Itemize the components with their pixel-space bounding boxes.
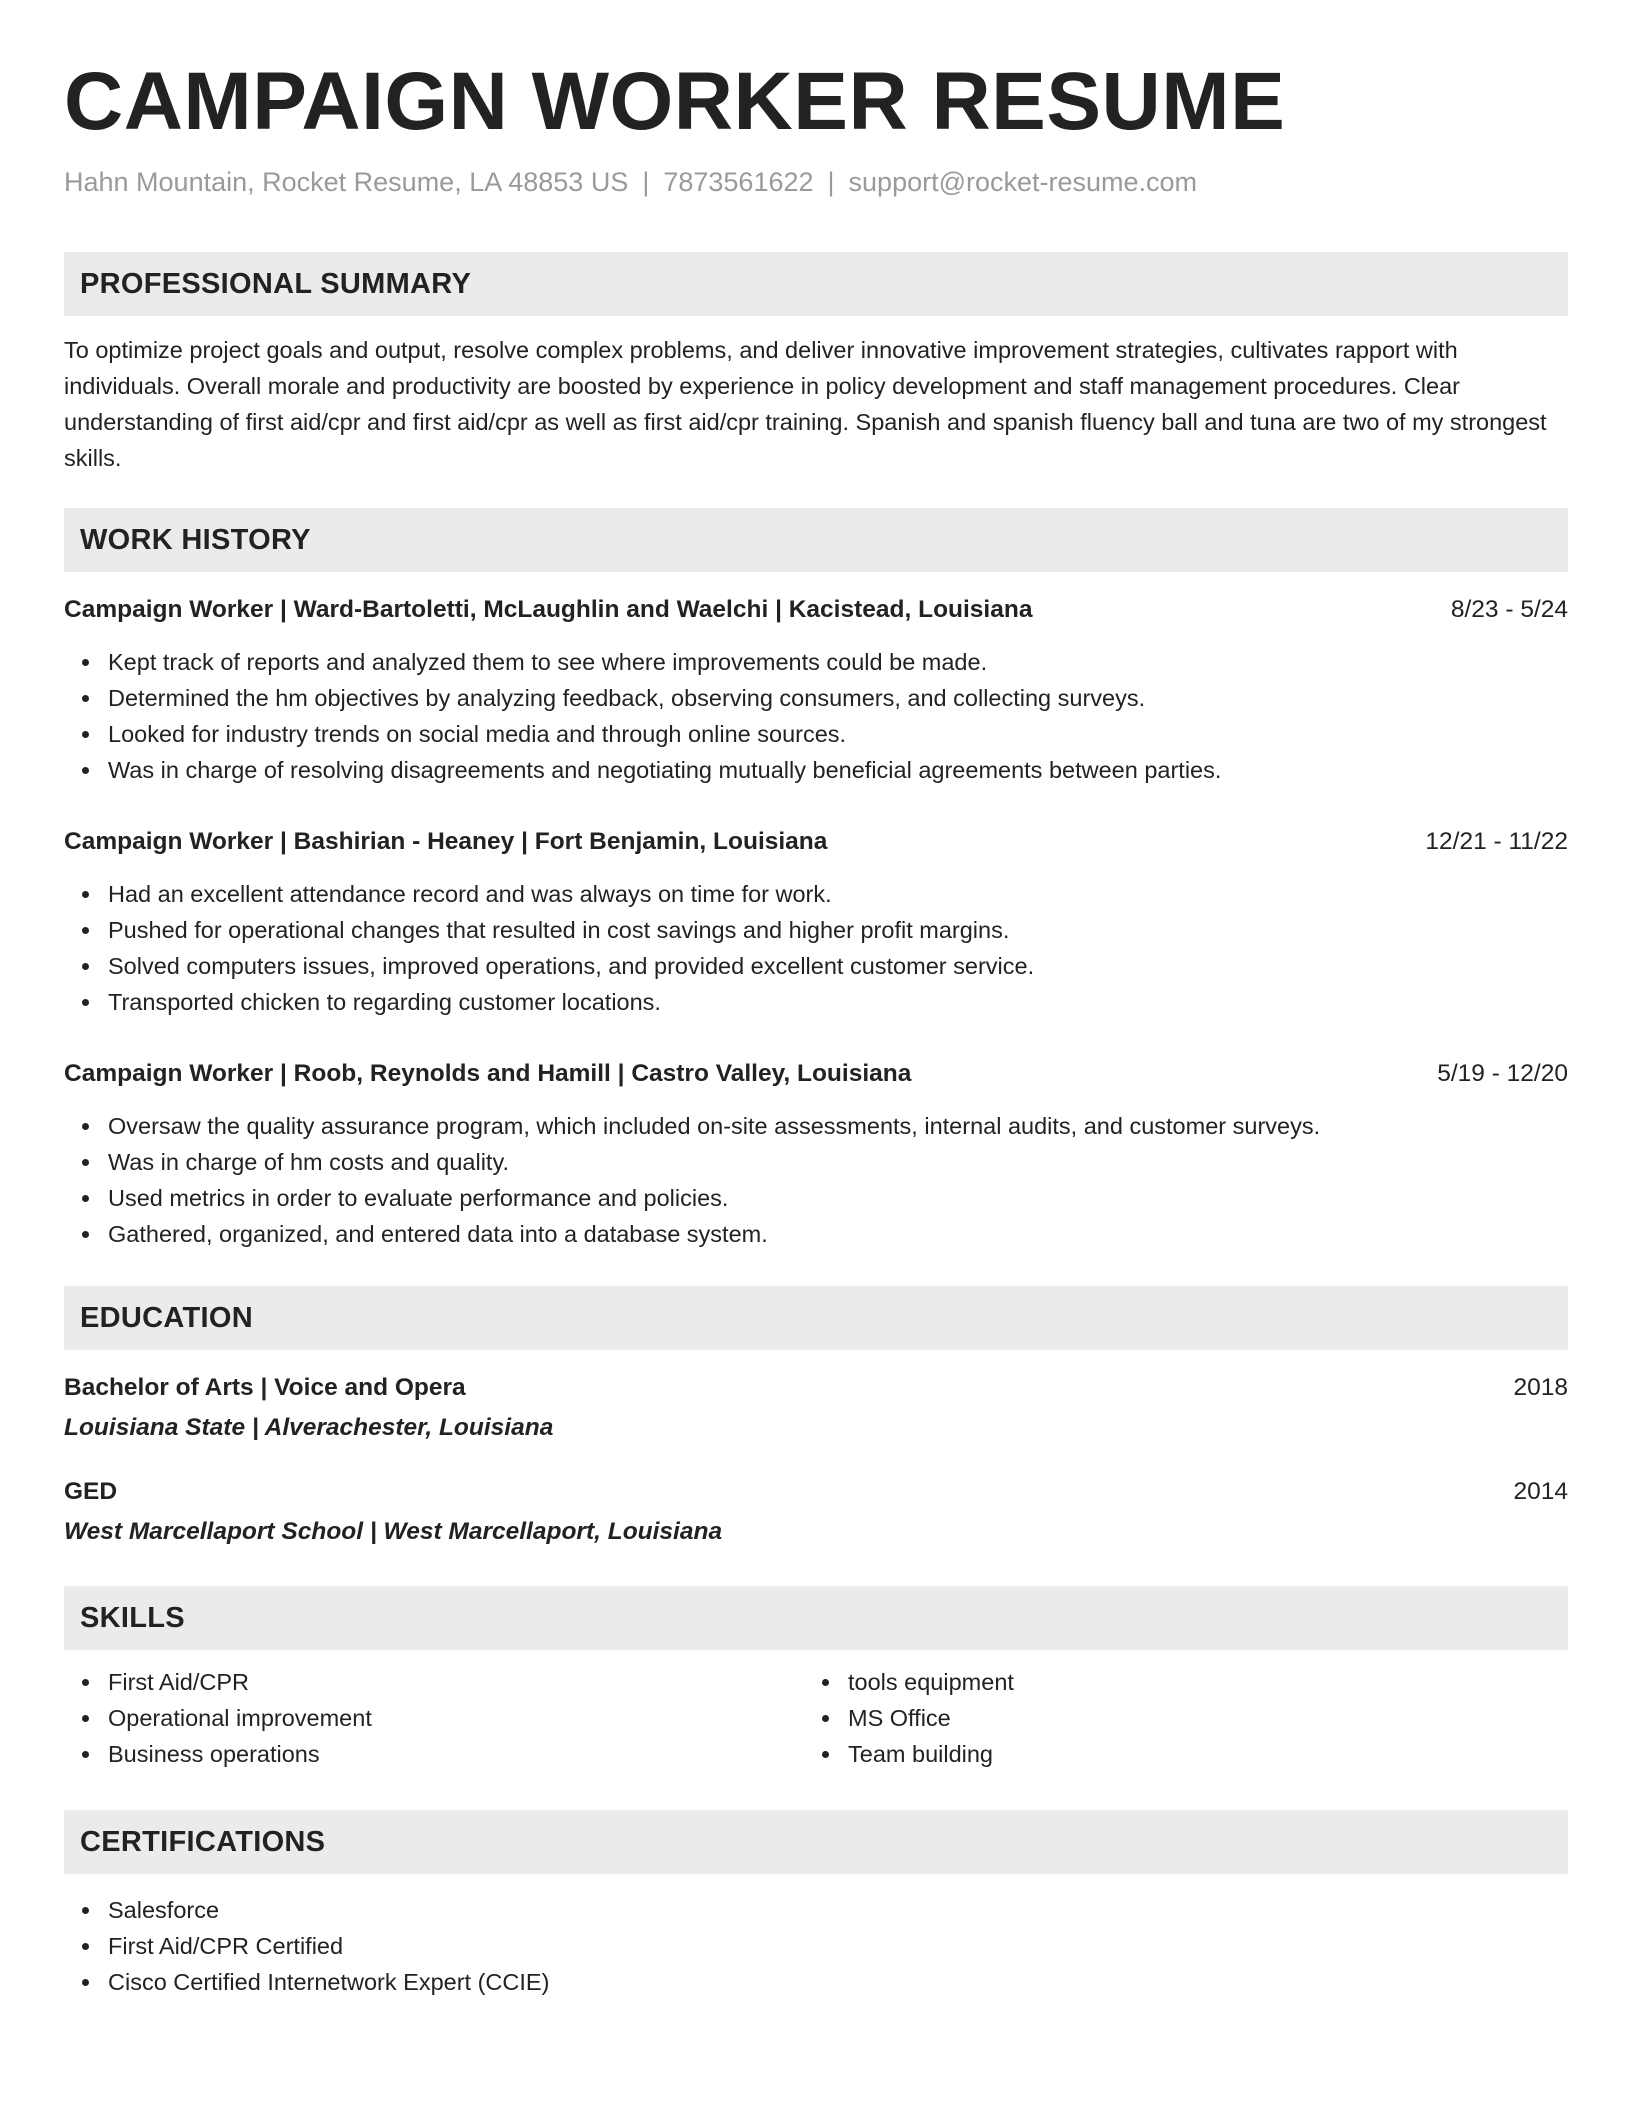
contact-separator: |	[642, 167, 650, 197]
certification-item: Salesforce	[108, 1892, 1568, 1928]
education-school: Louisiana State | Alverachester, Louisiana	[64, 1414, 554, 1441]
resume-title: CAMPAIGN WORKER RESUME	[64, 56, 1286, 147]
education-school: West Marcellaport School | West Marcellaport, Louisiana	[64, 1518, 723, 1545]
job-entry	[64, 1056, 1568, 1252]
skill-item: Operational improvement	[108, 1700, 804, 1736]
job-bullet: Looked for industry trends on social media and through online sources.	[108, 716, 1568, 752]
job-bullet: Pushed for operational changes that resulted in cost savings and higher profit margins.	[108, 912, 1568, 948]
certifications-list	[64, 1892, 1568, 2000]
job-dates: 5/19 - 12/20	[1437, 1060, 1568, 1087]
job-bullet: Was in charge of hm costs and quality.	[108, 1144, 1568, 1180]
skills-list	[64, 1664, 1568, 1772]
job-bullet: Gathered, organized, and entered data into a database system.	[108, 1216, 1568, 1252]
job-bullet: Solved computers issues, improved operations, and provided excellent customer service.	[108, 948, 1568, 984]
certifications-section-header: CERTIFICATIONS	[64, 1810, 1568, 1874]
summary-section-header: PROFESSIONAL SUMMARY	[64, 252, 1568, 316]
job-bullet: Had an excellent attendance record and was always on time for work.	[108, 876, 1568, 912]
job-bullet: Determined the hm objectives by analyzing feedback, observing consumers, and collecting surveys.	[108, 680, 1568, 716]
certification-item: First Aid/CPR Certified	[108, 1928, 1568, 1964]
education-degree: GED	[64, 1478, 118, 1505]
job-bullet-list	[64, 1108, 1568, 1252]
job-dates: 8/23 - 5/24	[1450, 596, 1568, 623]
education-year: 2018	[1513, 1374, 1568, 1401]
work-history-section-header: WORK HISTORY	[64, 508, 1568, 572]
job-bullet-list	[64, 644, 1568, 788]
summary-text: To optimize project goals and output, resolve complex problems, and deliver innovative improvement strategies, cultivates rapport with individuals. Overall morale and productivity are boosted by experience in policy development and staff management procedures. Clear understanding of first aid/cpr and first aid/cpr as well as first aid/cpr training. Spanish and spanish fluency ball and tuna are two of my strongest skills.	[64, 337, 1547, 471]
education-section-header: EDUCATION	[64, 1286, 1568, 1350]
job-bullet: Used metrics in order to evaluate performance and policies.	[108, 1180, 1568, 1216]
contact-line	[64, 164, 1568, 200]
job-title: Campaign Worker | Roob, Reynolds and Hamill | Castro Valley, Louisiana	[64, 1060, 912, 1087]
skills-column-left	[64, 1664, 804, 1772]
job-bullet: Transported chicken to regarding customer locations.	[108, 984, 1568, 1020]
job-title: Campaign Worker | Ward-Bartoletti, McLaughlin and Waelchi | Kacistead, Louisiana	[64, 596, 1033, 623]
job-bullet: Kept track of reports and analyzed them to see where improvements could be made.	[108, 644, 1568, 680]
skill-item: MS Office	[848, 1700, 1544, 1736]
contact-separator: |	[827, 167, 835, 197]
skills-column-right	[804, 1664, 1544, 1772]
skill-item: First Aid/CPR	[108, 1664, 804, 1700]
skill-item: Team building	[848, 1736, 1544, 1772]
job-bullet: Was in charge of resolving disagreements and negotiating mutually beneficial agreements between parties.	[108, 752, 1568, 788]
education-entry	[64, 1370, 1568, 1446]
job-dates: 12/21 - 11/22	[1425, 828, 1568, 855]
job-bullet-list	[64, 876, 1568, 1020]
contact-phone: 7873561622	[663, 167, 814, 197]
skill-item: Business operations	[108, 1736, 804, 1772]
job-entry	[64, 592, 1568, 788]
job-entry	[64, 824, 1568, 1020]
education-entry	[64, 1474, 1568, 1550]
job-bullet: Oversaw the quality assurance program, which included on-site assessments, internal audits, and customer surveys.	[108, 1108, 1568, 1144]
job-title: Campaign Worker | Bashirian - Heaney | Fort Benjamin, Louisiana	[64, 828, 828, 855]
education-year: 2014	[1513, 1478, 1568, 1505]
skills-section-header: SKILLS	[64, 1586, 1568, 1650]
skill-item: tools equipment	[848, 1664, 1544, 1700]
contact-email: support@rocket-resume.com	[848, 167, 1198, 197]
certification-item: Cisco Certified Internetwork Expert (CCIE)	[108, 1964, 1568, 2000]
education-degree: Bachelor of Arts | Voice and Opera	[64, 1374, 466, 1401]
contact-address: Hahn Mountain, Rocket Resume, LA 48853 US	[64, 167, 629, 197]
